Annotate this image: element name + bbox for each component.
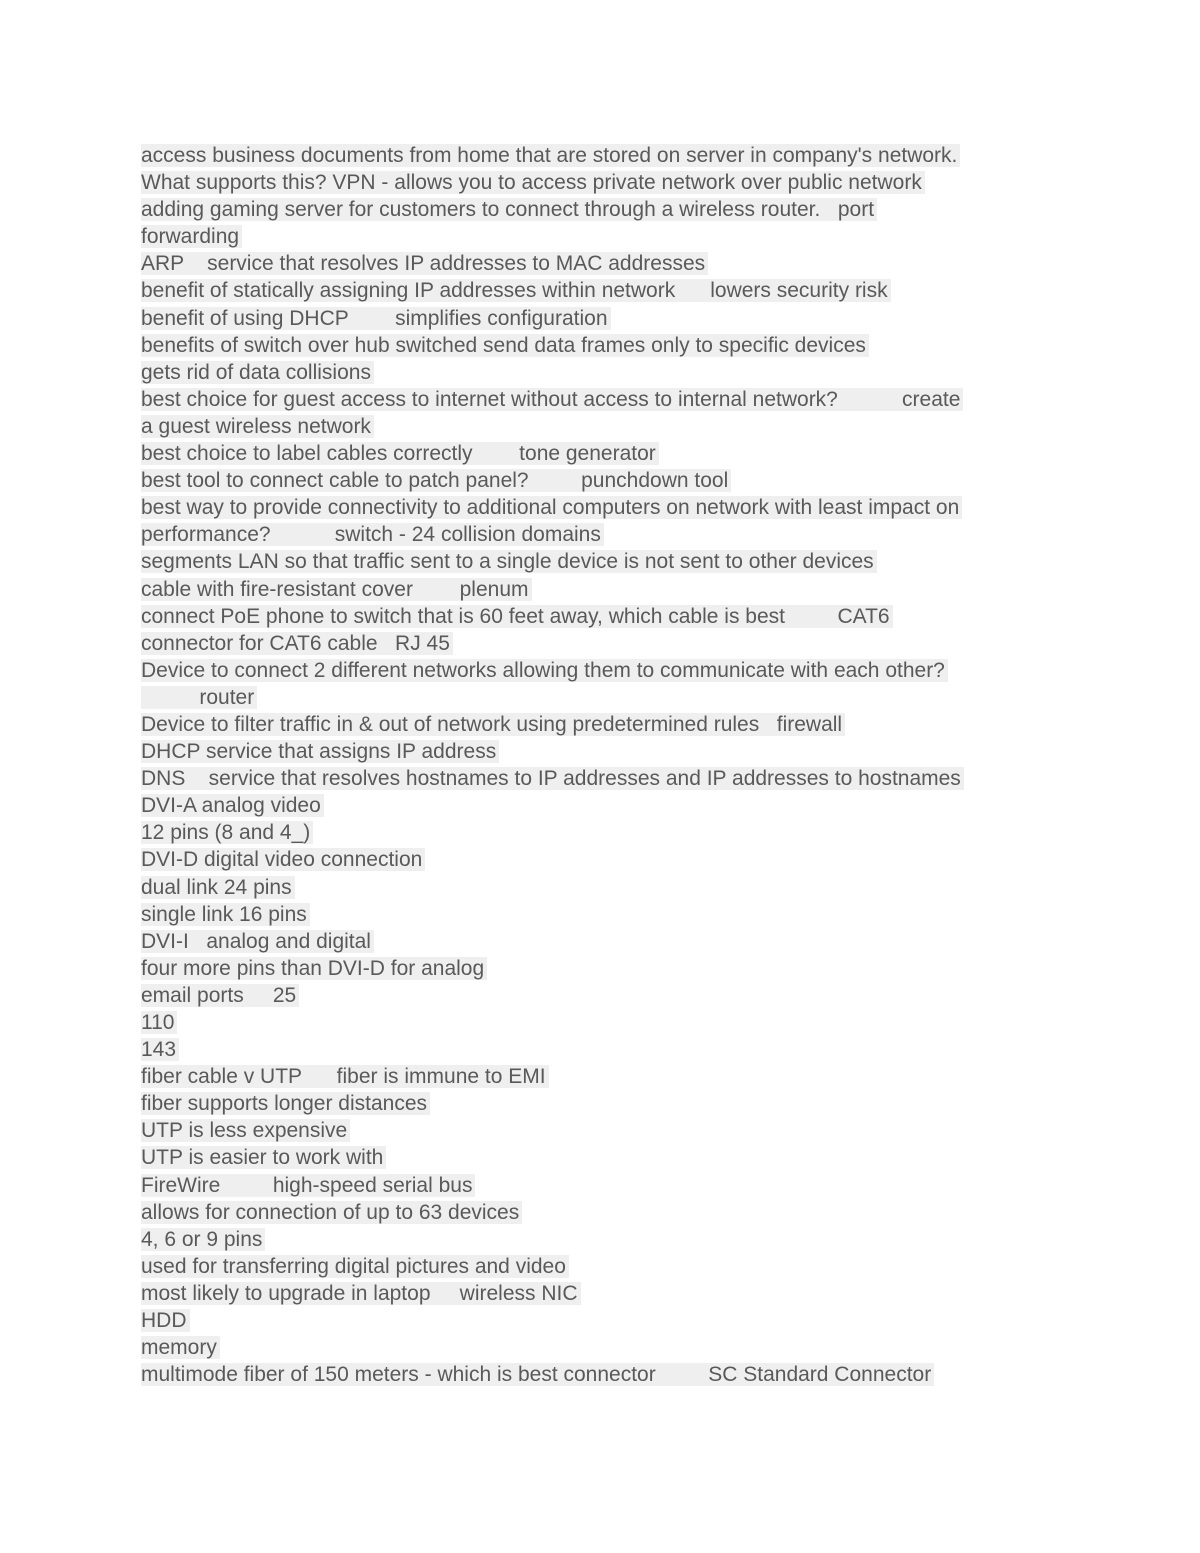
text-line (141, 792, 1071, 819)
document-body (141, 142, 1071, 1388)
text-line (141, 874, 1071, 901)
text-line (141, 1036, 1071, 1063)
text-line-content: best choice to label cables correctly tone generator (141, 442, 659, 465)
text-line-content: 110 (141, 1011, 177, 1034)
text-line (141, 277, 1071, 304)
text-line (141, 440, 1071, 467)
text-line-content: ARP service that resolves IP addresses to MAC addresses (141, 252, 708, 275)
text-line-content: gets rid of data collisions (141, 361, 374, 384)
text-line-content: email ports 25 (141, 984, 299, 1007)
text-line-content: memory (141, 1336, 220, 1359)
text-line-content: a guest wireless network (141, 415, 374, 438)
text-line (141, 819, 1071, 846)
text-line (141, 982, 1071, 1009)
text-line (141, 1117, 1071, 1144)
text-line (141, 1226, 1071, 1253)
text-line-content: Device to filter traffic in & out of network using predetermined rules firewall (141, 713, 845, 736)
text-line (141, 305, 1071, 332)
text-line (141, 738, 1071, 765)
text-line (141, 955, 1071, 982)
text-line (141, 1090, 1071, 1117)
text-line-content: multimode fiber of 150 meters - which is best connector SC Standard Connector (141, 1363, 934, 1386)
text-line (141, 576, 1071, 603)
text-line-content: benefits of switch over hub switched send data frames only to specific devices (141, 334, 869, 357)
text-line-content: best choice for guest access to internet without access to internal network? create (141, 388, 963, 411)
text-line-content: connector for CAT6 cable RJ 45 (141, 632, 453, 655)
text-line-content: performance? switch - 24 collision domains (141, 523, 604, 546)
text-line-content: DHCP service that assigns IP address (141, 740, 499, 763)
text-line-content: benefit of using DHCP simplifies configuration (141, 307, 611, 330)
text-line-content: Device to connect 2 different networks allowing them to communicate with each other? (141, 659, 948, 682)
text-line-content: HDD (141, 1309, 190, 1332)
text-line (141, 467, 1071, 494)
text-line-content: access business documents from home that are stored on server in company's network. (141, 144, 960, 167)
text-line-content: UTP is less expensive (141, 1119, 350, 1142)
text-line-content: segments LAN so that traffic sent to a single device is not sent to other devices (141, 550, 877, 573)
text-line (141, 846, 1071, 873)
text-line-content: cable with fire-resistant cover plenum (141, 578, 532, 601)
text-line (141, 1361, 1071, 1388)
text-line (141, 521, 1071, 548)
text-line (141, 169, 1071, 196)
text-line-content: 4, 6 or 9 pins (141, 1228, 265, 1251)
text-line-content: DNS service that resolves hostnames to IP addresses and IP addresses to hostnames (141, 767, 964, 790)
text-line (141, 223, 1071, 250)
text-line (141, 1144, 1071, 1171)
text-line (141, 494, 1071, 521)
text-line (141, 603, 1071, 630)
text-line (141, 928, 1071, 955)
text-line-content: connect PoE phone to switch that is 60 feet away, which cable is best CAT6 (141, 605, 893, 628)
text-line-content: fiber supports longer distances (141, 1092, 430, 1115)
text-line-content: used for transferring digital pictures and video (141, 1255, 569, 1278)
text-line (141, 657, 1071, 684)
text-line-content: allows for connection of up to 63 devices (141, 1201, 522, 1224)
text-line (141, 711, 1071, 738)
text-line (141, 250, 1071, 277)
text-line (141, 332, 1071, 359)
text-line-content: benefit of statically assigning IP addresses within network lowers security risk (141, 279, 891, 302)
text-line-content: dual link 24 pins (141, 876, 295, 899)
text-line-content: four more pins than DVI-D for analog (141, 957, 487, 980)
text-line-content: router (141, 686, 257, 709)
text-line (141, 386, 1071, 413)
text-line (141, 1009, 1071, 1036)
text-line-content: What supports this? VPN - allows you to access private network over public network (141, 171, 925, 194)
text-line (141, 548, 1071, 575)
text-line (141, 1280, 1071, 1307)
text-line-content: adding gaming server for customers to connect through a wireless router. port (141, 198, 877, 221)
text-line-content: DVI-A analog video (141, 794, 324, 817)
text-line-content: best tool to connect cable to patch panel? punchdown tool (141, 469, 731, 492)
text-line (141, 1063, 1071, 1090)
text-line (141, 1334, 1071, 1361)
text-line (141, 1172, 1071, 1199)
text-line (141, 196, 1071, 223)
text-line-content: most likely to upgrade in laptop wireless NIC (141, 1282, 581, 1305)
text-line (141, 1253, 1071, 1280)
text-line (141, 901, 1071, 928)
text-line (141, 684, 1071, 711)
text-line (141, 1307, 1071, 1334)
text-line-content: forwarding (141, 225, 242, 248)
text-line (141, 413, 1071, 440)
text-line (141, 359, 1071, 386)
text-line-content: fiber cable v UTP fiber is immune to EMI (141, 1065, 549, 1088)
text-line-content: 12 pins (8 and 4_) (141, 821, 313, 844)
text-line-content: single link 16 pins (141, 903, 310, 926)
text-line (141, 765, 1071, 792)
text-line-content: 143 (141, 1038, 179, 1061)
text-line-content: FireWire high-speed serial bus (141, 1174, 475, 1197)
text-line (141, 1199, 1071, 1226)
text-line-content: DVI-I analog and digital (141, 930, 374, 953)
text-line-content: DVI-D digital video connection (141, 848, 425, 871)
text-line (141, 142, 1071, 169)
text-line-content: best way to provide connectivity to additional computers on network with least impact on (141, 496, 962, 519)
text-line-content: UTP is easier to work with (141, 1146, 386, 1169)
text-line (141, 630, 1071, 657)
